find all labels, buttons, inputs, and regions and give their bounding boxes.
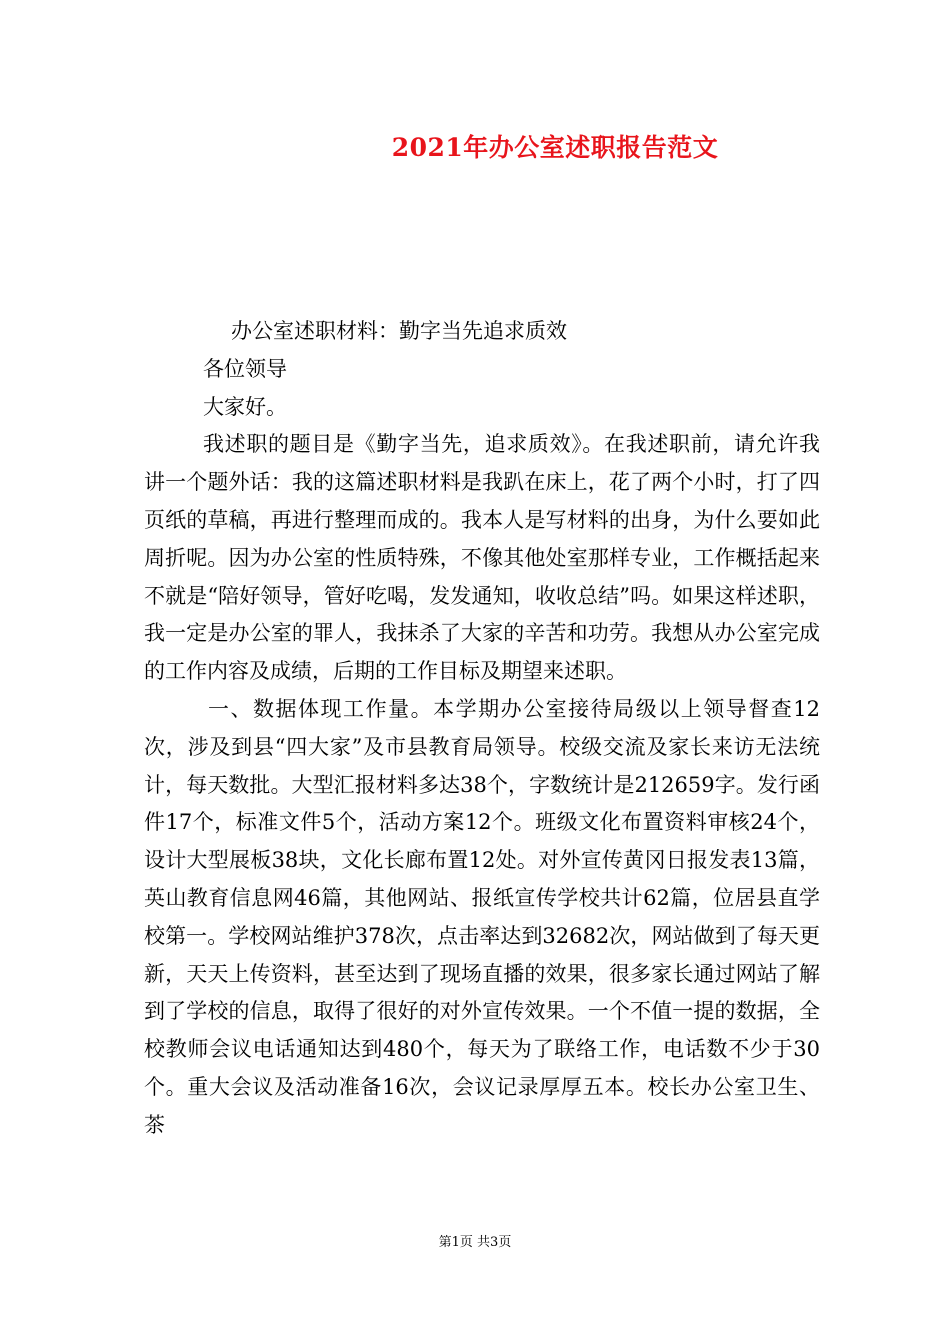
greeting-leaders: 各位领导	[203, 356, 287, 381]
greeting-all: 大家好。	[203, 394, 287, 419]
paragraph-workload: 一、数据体现工作量。本学期办公室接待局级以上领导督查12次，涉及到县“四大家”及市县教育局领导。校级交流及家长来访无法统计，每天数批。大型汇报材料多达38个，字数统计是212659字。发行函件17个，标准文件5个，活动方案12个。班级文化布置资料审核24个，设计大型展板38块，文化长廊布置12处。对外宣传黄冈日报发表13篇，英山教育信息网46篇，其他网站、报纸宣传学校共计62篇，位居县直学校第一。学校网站维护378次，点击率达到32682次，网站做到了每天更新，天天上传资料，甚至达到了现场直播的效果，很多家长通过网站了解到了学校的信息，取得了很好的对外宣传效果。一个不值一提的数据，全校教师会议电话通知达到480个，每天为了联络工作，电话数不少于30个。重大会议及活动准备16次，会议记录厚厚五本。校长办公室卫生、茶	[144, 696, 820, 1137]
document-subtitle: 办公室述职材料：勤字当先追求质效	[231, 319, 567, 343]
page-number: 第1页 共3页	[438, 1235, 512, 1250]
document-body	[144, 313, 820, 1145]
paragraph-intro: 我述职的题目是《勤字当先，追求质效》。在我述职前，请允许我讲一个题外话：我的这篇述职材料是我趴在床上，花了两个小时，打了四页纸的草稿，再进行整理而成的。我本人是写材料的出身，为什么要如此周折呢。因为办公室的性质特殊，不像其他处室那样专业，工作概括起来不就是“陪好领导，管好吃喝，发发通知，收收总结”吗。如果这样述职，我一定是办公室的罪人，我抹杀了大家的辛苦和功劳。我想从办公室完成的工作内容及成绩，后期的工作目标及期望来述职。	[144, 432, 820, 684]
document-title: 2021年办公室述职报告范文	[391, 133, 719, 162]
